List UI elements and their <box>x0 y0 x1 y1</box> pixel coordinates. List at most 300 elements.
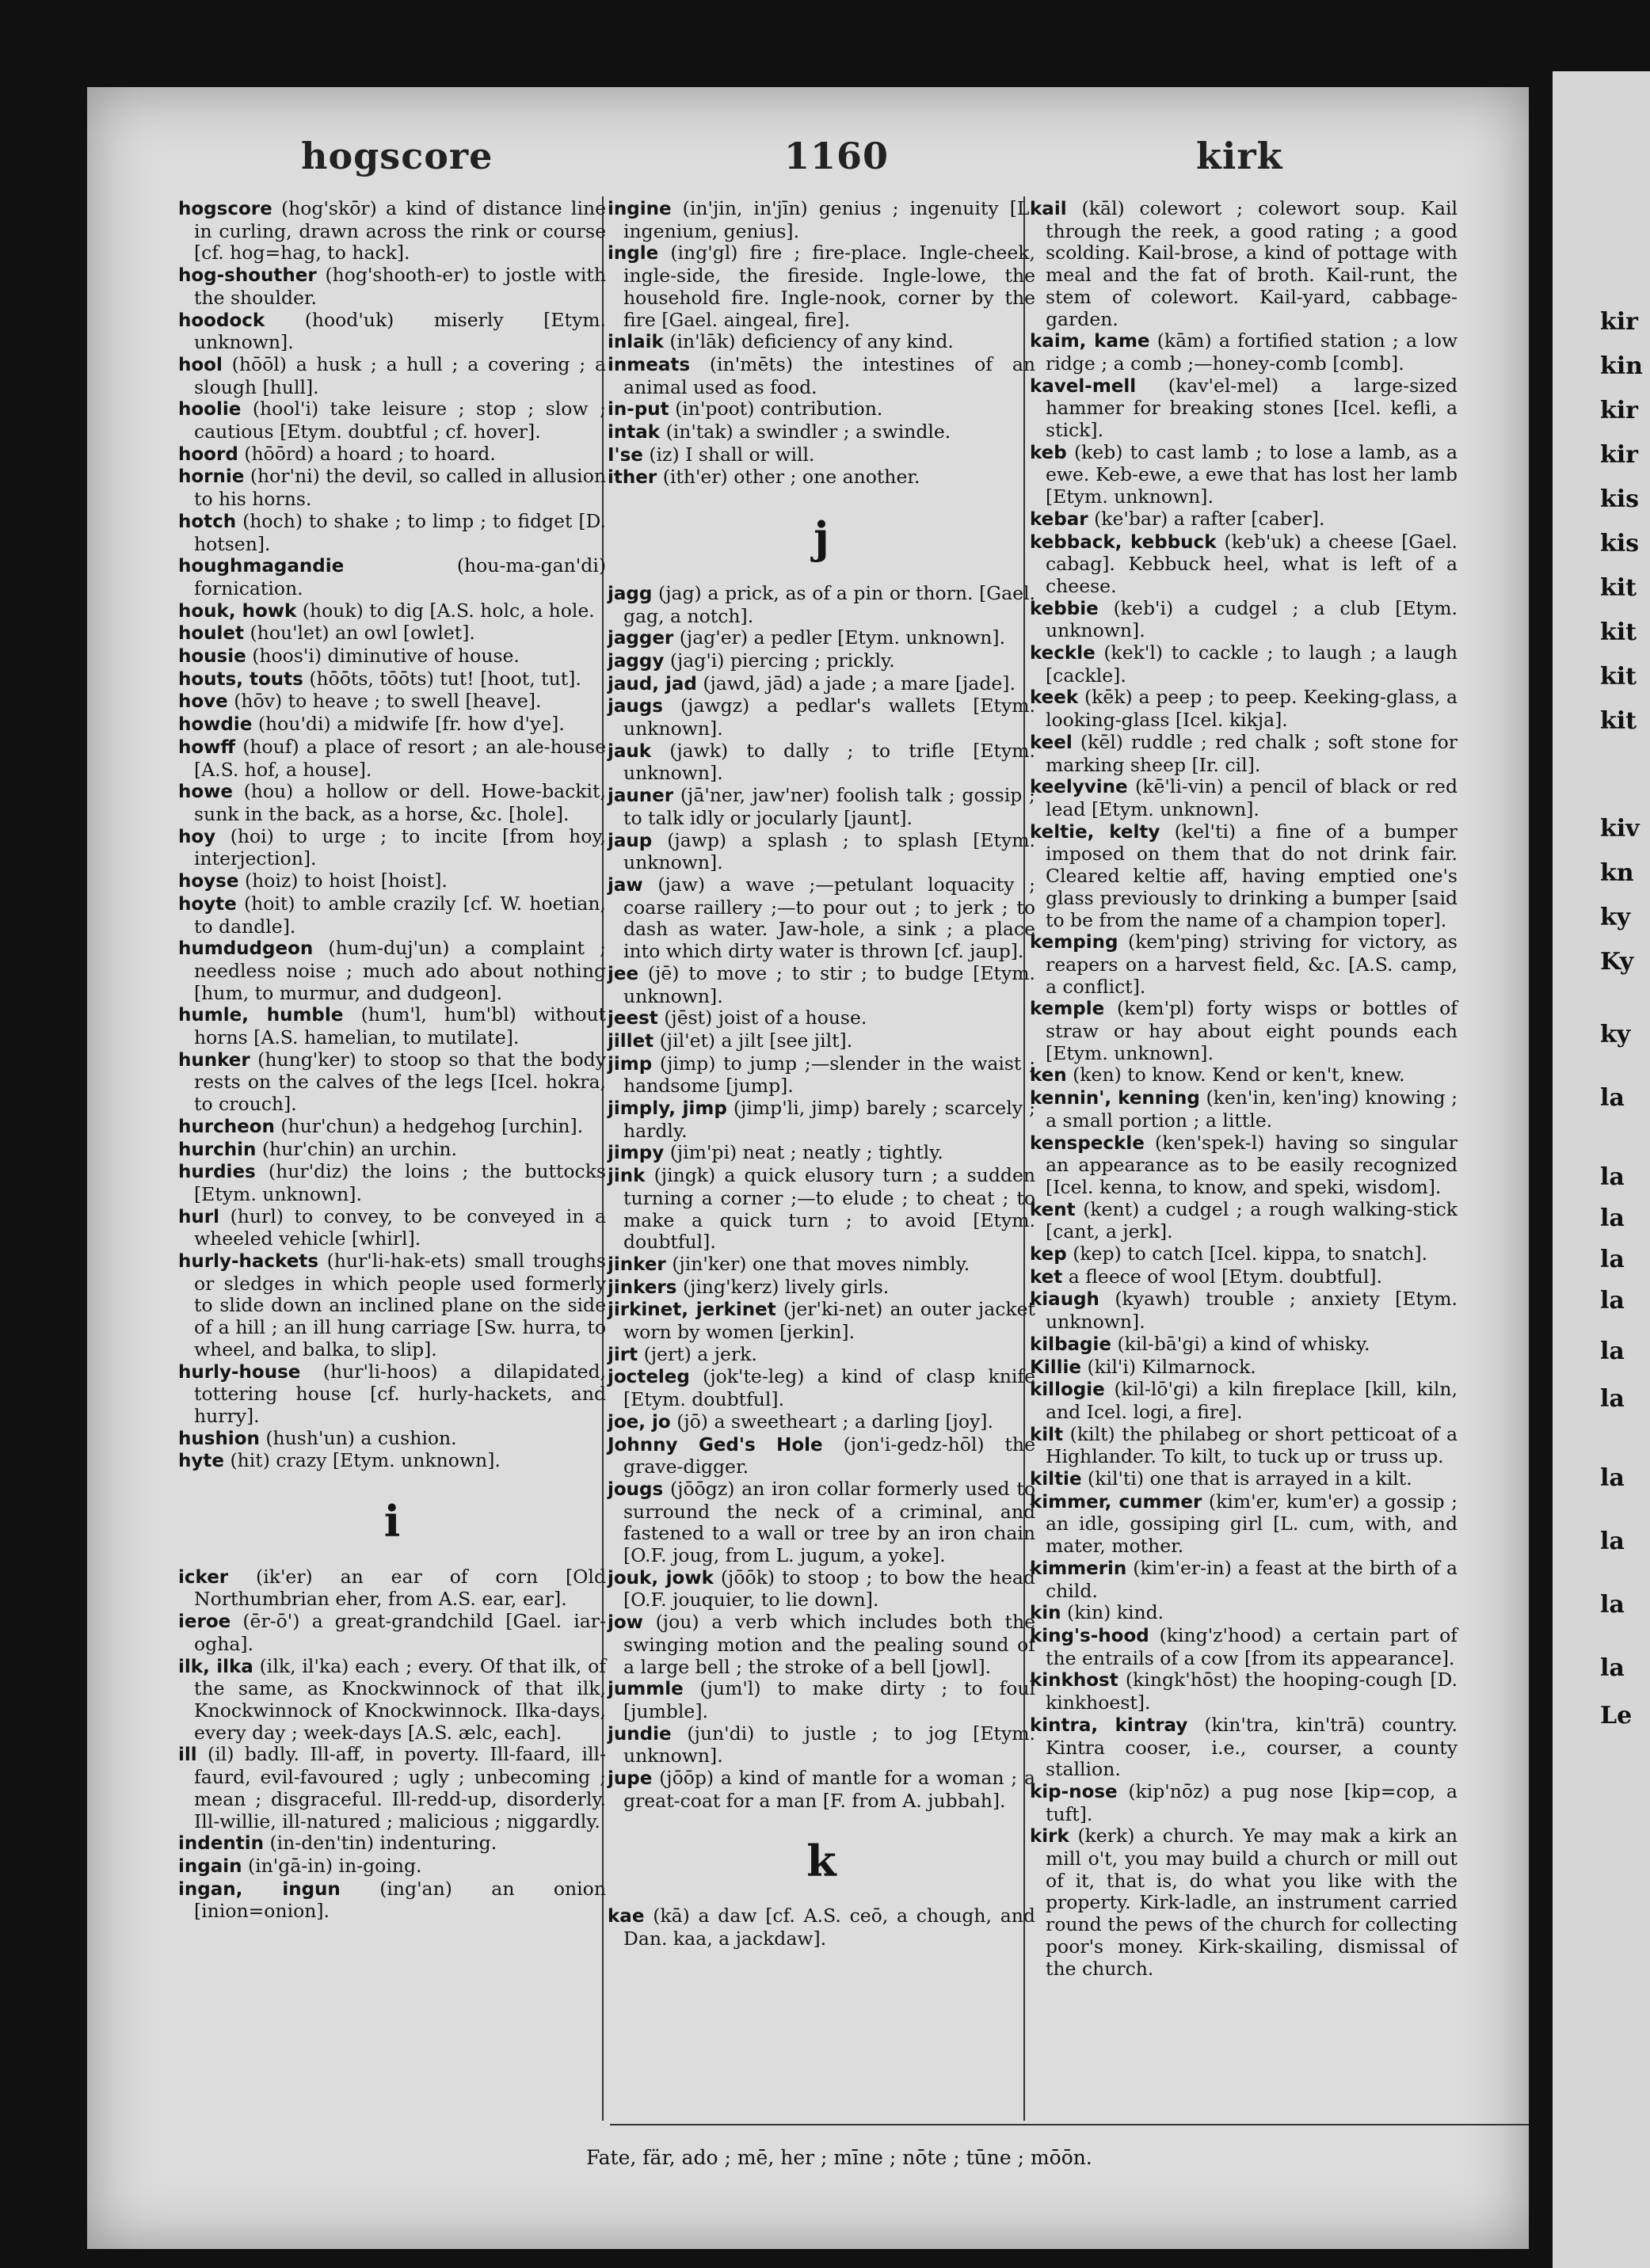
headword: kintra, kintray <box>1030 1714 1188 1736</box>
headword: indentin <box>178 1833 264 1855</box>
definition: (hur'chun) a hedgehog [urchin]. <box>280 1114 584 1137</box>
definition: (il) badly. Ill-aff, in poverty. Ill-faard, ill-faurd, evil-favoured ; ugly ; unbecoming ; mean ; disgraceful. Ill-redd-up, disorderly. Ill-willie, ill-natured ; malicious ; niggardly. <box>194 1743 606 1832</box>
headword: keltie, kelty <box>1030 821 1160 843</box>
headword: inmeats <box>608 354 691 375</box>
dictionary-entry <box>608 1678 1035 1722</box>
definition: (jē) to move ; to stir ; to budge [Etym. unknown]. <box>623 961 1035 1007</box>
headword: hoolie <box>178 399 242 420</box>
dictionary-entry <box>1030 508 1458 531</box>
dictionary-entry <box>608 874 1035 963</box>
adjacent-page-fragment: kit <box>1600 574 1637 602</box>
headword: humle, humble <box>178 1005 344 1026</box>
headword: Johnny Ged's Hole <box>608 1434 823 1456</box>
dictionary-entry <box>608 830 1035 874</box>
headword: joe, jo <box>608 1411 671 1433</box>
dictionary-entry <box>178 1139 606 1162</box>
headword: jaup <box>608 830 653 851</box>
dictionary-entry <box>178 1428 606 1451</box>
column-2 <box>608 198 1035 1950</box>
definition: (kāl) colewort ; colewort soup. Kail through the reek, a good rating ; a good scolding. Kail-brose, a kind of pottage with meal and the fat of broth. Kail-runt, the stem of colewort. Kail-yard, cabbage-garden. <box>1046 197 1458 330</box>
dictionary-entry <box>178 668 606 691</box>
dictionary-entry <box>178 398 606 443</box>
headword: ill <box>178 1745 197 1766</box>
definition: (hog'shooth-er) to jostle with the shoulder. <box>194 264 606 309</box>
definition: (ken) to know. Kend or ken't, knew. <box>1073 1064 1405 1086</box>
dictionary-entry <box>178 645 606 668</box>
headword: ingle <box>608 243 659 264</box>
dictionary-entry <box>1030 1064 1458 1087</box>
dictionary-entry <box>178 1004 606 1048</box>
dictionary-entry <box>178 870 606 893</box>
definition: (kil-bā'gi) a kind of whisky. <box>1117 1332 1370 1355</box>
definition: (kep) to catch [Icel. kippa, to snatch]. <box>1073 1242 1428 1265</box>
definition: (jawd, jād) a jade ; a mare [jade]. <box>703 672 1016 694</box>
dictionary-entry <box>608 695 1035 740</box>
definition: (jōōp) a kind of mantle for a woman ; a great-coat for a man [F. from A. jubbah]. <box>623 1767 1035 1812</box>
definition: (kin) kind. <box>1067 1601 1164 1624</box>
dictionary-entry <box>1030 1491 1458 1558</box>
dictionary-entry <box>608 331 1035 354</box>
definition: (jawp) a splash ; to splash [Etym. unknown]. <box>623 828 1035 874</box>
headword: jummle <box>608 1679 684 1700</box>
headword: jirkinet, jerkinet <box>608 1300 776 1321</box>
adjacent-page-fragment: kn <box>1600 859 1634 887</box>
dictionary-entry <box>608 627 1035 650</box>
dictionary-entry <box>178 1855 606 1878</box>
adjacent-page-fragment: la <box>1600 1287 1625 1315</box>
definition: (kil'ti) one that is arrayed in a kilt. <box>1088 1467 1412 1490</box>
headword: jaggy <box>608 650 665 672</box>
definition: (keb) to cast lamb ; to lose a lamb, as a ewe. Keb-ewe, a ewe that has lost her lamb [Etym. unknown]. <box>1046 440 1458 508</box>
dictionary-entry <box>178 1450 606 1473</box>
headword: kiaugh <box>1030 1289 1099 1311</box>
headword: kemping <box>1030 932 1118 953</box>
dictionary-entry <box>1030 198 1458 330</box>
dictionary-entry <box>178 938 606 1004</box>
definition: (jing'kerz) lively girls. <box>682 1275 890 1298</box>
headword: jaugs <box>608 696 663 717</box>
dictionary-entry <box>608 354 1035 398</box>
headword: kilt <box>1030 1424 1064 1445</box>
dictionary-entry <box>1030 1558 1458 1602</box>
dictionary-entry <box>178 714 606 736</box>
definition: (hum-duj'un) a complaint ; needless noise ; much ado about nothing [hum, to murmur, and dudgeon]. <box>194 937 606 1004</box>
headword: jinker <box>608 1254 666 1275</box>
definition: (kek'l) to cackle ; to laugh ; a laugh [cackle]. <box>1046 641 1458 687</box>
definition: a fleece of wool [Etym. doubtful]. <box>1068 1265 1383 1288</box>
definition: (ik'er) an ear of corn [Old Northumbrian eher, from A.S. ear, ear]. <box>194 1565 606 1611</box>
headword: jocteleg <box>608 1367 690 1388</box>
headword: in-put <box>608 399 669 420</box>
headword: jouk, jowk <box>608 1567 714 1589</box>
headword: kimmerin <box>1030 1558 1127 1579</box>
running-head-right: kirk <box>1196 135 1283 177</box>
definition: (kim'er-in) a feast at the birth of a child. <box>1046 1556 1458 1602</box>
pronunciation-key: Fate, fär, ado ; mē, her ; mīne ; nōte ; tūne ; mōōn. <box>586 2146 1092 2169</box>
definition: (kēk) a peep ; to peep. Keeking-glass, a looking-glass [Icel. kikja]. <box>1046 686 1458 732</box>
dictionary-entry <box>178 198 606 264</box>
definition: (hush'un) a cushion. <box>265 1426 457 1449</box>
definition: (jok'te-leg) a kind of clasp knife [Etym. doubtful]. <box>623 1365 1035 1411</box>
headword: jaud, jad <box>608 673 697 694</box>
dictionary-entry <box>1030 1781 1458 1825</box>
dictionary-entry <box>178 354 606 398</box>
headword: howdie <box>178 714 253 736</box>
definition: (in'lāk) deficiency of any kind. <box>669 330 954 353</box>
headword: hoyse <box>178 871 239 892</box>
definition: (houf) a place of resort ; an ale-house [A.S. hof, a house]. <box>194 735 606 781</box>
headword: hushion <box>178 1428 260 1449</box>
dictionary-entry <box>608 650 1035 673</box>
headword: keelyvine <box>1030 777 1128 798</box>
dictionary-entry <box>608 1142 1035 1165</box>
definition: (kē'li-vin) a pencil of black or red lead [Etym. unknown]. <box>1046 775 1458 820</box>
definition: (kēl) ruddle ; red chalk ; soft stone for marking sheep [Ir. cil]. <box>1046 730 1458 776</box>
dictionary-entry <box>608 421 1035 444</box>
dictionary-entry <box>1030 1714 1458 1781</box>
headword: hurchin <box>178 1139 257 1160</box>
dictionary-entry <box>1030 1625 1458 1669</box>
adjacent-page-fragment: kis <box>1600 530 1640 557</box>
headword: howff <box>178 736 236 758</box>
definition: (in'jin, in'jīn) genius ; ingenuity [L. ingenium, genius]. <box>623 197 1035 242</box>
definition: (jingk) a quick elusory turn ; a sudden turning a corner ;—to elude ; to cheat ; to make a quick turn ; to avoid [Etym. doubtful]. <box>623 1164 1035 1254</box>
definition: (hōv) to heave ; to swell [heave]. <box>234 690 542 713</box>
definition: (jā'ner, jaw'ner) foolish talk ; gossip ; to talk idly or jocularly [jaunt]. <box>623 784 1035 829</box>
headword: hoord <box>178 443 238 465</box>
book-page <box>87 87 1529 2249</box>
headword: kimmer, cummer <box>1030 1491 1202 1513</box>
definition: (hoch) to shake ; to limp ; to fidget [D. hotsen]. <box>194 509 606 555</box>
dictionary-entry <box>178 1250 606 1361</box>
dictionary-entry <box>178 600 606 623</box>
dictionary-entry <box>178 1566 606 1611</box>
definition: (in'poot) contribution. <box>675 398 883 420</box>
definition: (jawk) to dally ; to trifle [Etym. unknown]. <box>623 739 1035 785</box>
headword: kep <box>1030 1244 1067 1265</box>
dictionary-entry <box>1030 687 1458 731</box>
definition: (ken'in, ken'ing) knowing ; a small portion ; a little. <box>1046 1086 1458 1132</box>
headword: Killie <box>1030 1357 1081 1378</box>
headword: jagg <box>608 583 653 604</box>
dictionary-entry <box>608 242 1035 331</box>
dictionary-entry <box>1030 442 1458 508</box>
dictionary-entry <box>178 1878 606 1923</box>
headword: hunker <box>178 1049 250 1071</box>
definition: (jēst) joist of a house. <box>664 1007 867 1029</box>
definition: (ith'er) other ; one another. <box>662 466 920 489</box>
definition: (hit) crazy [Etym. unknown]. <box>230 1449 501 1472</box>
headword: keckle <box>1030 643 1096 664</box>
definition: (hum'l, hum'bl) without horns [A.S. hamelian, to mutilate]. <box>194 1003 606 1049</box>
dictionary-entry <box>608 1768 1035 1812</box>
definition: (hog'skōr) a kind of distance line in curling, drawn across the rink or course [cf. hog=hag, to hack]. <box>194 197 606 264</box>
definition: (jō) a sweetheart ; a darling [joy]. <box>676 1410 993 1433</box>
headword: houts, touts <box>178 668 303 690</box>
headword: ieroe <box>178 1612 231 1633</box>
dictionary-entry <box>608 198 1035 242</box>
headword: hornie <box>178 466 245 488</box>
section-letter: j <box>814 512 829 564</box>
adjacent-page-edge <box>1553 71 1650 2268</box>
dictionary-entry <box>178 466 606 510</box>
dictionary-entry <box>608 398 1035 421</box>
definition: (iz) I shall or will. <box>649 443 815 466</box>
dictionary-entry <box>178 511 606 555</box>
dictionary-entry <box>608 1007 1035 1030</box>
definition: (kil-lō'gi) a kiln fireplace [kill, kiln, and Icel. logi, a fire]. <box>1046 1378 1458 1423</box>
definition: (kip'nōz) a pug nose [kip=cop, a tuft]. <box>1046 1779 1458 1825</box>
adjacent-page-fragment: kit <box>1600 707 1637 735</box>
dictionary-entry <box>178 736 606 781</box>
definition: (hōōts, tōōts) tut! [hoot, tut]. <box>309 667 581 690</box>
headword: jink <box>608 1166 646 1187</box>
dictionary-entry <box>1030 1132 1458 1199</box>
dictionary-entry <box>608 1411 1035 1434</box>
definition: (jun'di) to justle ; to jog [Etym. unknown]. <box>623 1722 1035 1768</box>
dictionary-entry <box>178 310 606 354</box>
definition: (in'tak) a swindler ; a swindle. <box>665 420 951 443</box>
definition: (king'z'hood) a certain part of the entrails of a cow [from its appearance]. <box>1046 1624 1458 1669</box>
dictionary-entry <box>178 781 606 825</box>
dictionary-entry <box>608 1905 1035 1950</box>
headword: howe <box>178 782 234 803</box>
dictionary-entry <box>608 1030 1035 1053</box>
dictionary-entry <box>178 1206 606 1250</box>
definition: (kā) a daw [cf. A.S. ceō, a chough, and Dan. kaa, a jackdaw]. <box>623 1905 1035 1950</box>
definition: (kent) a cudgel ; a rough walking-stick [cant, a jerk]. <box>1046 1197 1458 1243</box>
definition: (hurl) to convey, to be conveyed in a wheeled vehicle [whirl]. <box>194 1204 606 1250</box>
headword: jougs <box>608 1478 664 1500</box>
adjacent-page-fragment: kir <box>1600 397 1638 424</box>
definition: (kyawh) trouble ; anxiety [Etym. unknown]. <box>1046 1288 1458 1334</box>
dictionary-entry <box>1030 375 1458 442</box>
adjacent-page-fragment: la <box>1600 1084 1625 1112</box>
headword: jinkers <box>608 1277 677 1298</box>
dictionary-entry <box>608 1612 1035 1678</box>
section-letter: i <box>383 1496 401 1547</box>
adjacent-page-fragment: ky <box>1600 1021 1631 1048</box>
dictionary-entry <box>608 1098 1035 1142</box>
definition: (ēr-ō') a great-grandchild [Gael. iar-ogha]. <box>194 1610 606 1655</box>
definition: (jag) a prick, as of a pin or thorn. [Gael. gag, a notch]. <box>623 581 1035 627</box>
headword: jeest <box>608 1008 658 1029</box>
dictionary-entry <box>178 1361 606 1428</box>
dictionary-entry <box>608 444 1035 467</box>
dictionary-entry <box>608 1165 1035 1254</box>
definition: (hoiz) to hoist [hoist]. <box>244 870 448 892</box>
definition: (kingk'hōst) the hooping-cough [D. kinkhoest]. <box>1046 1669 1458 1714</box>
definition: (kerk) a church. Ye may mak a kirk an mill o't, you may build a church or mill out of it, that is, do what you like with the property. Kirk-ladle, an instrument carried round the pews of the church for collecting poor's money. Kirk-skailing, dismissal of the church. <box>1046 1825 1458 1980</box>
headword: keb <box>1030 442 1067 463</box>
definition: (jag'i) piercing ; prickly. <box>669 649 895 672</box>
definition: (hung'ker) to stoop so that the body rests on the calves of the legs [Icel. hokra, to crouch]. <box>194 1048 606 1116</box>
definition: (jōōgz) an iron collar formerly used to surround the neck of a criminal, and fastened to a wall or tree by an iron chain [O.F. joug, from L. jugum, a yoke]. <box>623 1477 1035 1567</box>
dictionary-entry <box>608 466 1035 489</box>
dictionary-entry <box>1030 998 1458 1064</box>
adjacent-page-fragment: Ky <box>1600 948 1634 976</box>
headword: intak <box>608 422 661 443</box>
definition: (jert) a jerk. <box>643 1342 757 1365</box>
headword: hoodock <box>178 310 265 331</box>
headword: hurly-hackets <box>178 1251 319 1273</box>
definition: (jum'l) to make dirty ; to foul [jumble]. <box>623 1677 1035 1722</box>
adjacent-page-fragment: la <box>1600 1654 1625 1682</box>
headword: housie <box>178 646 246 668</box>
headword: inlaik <box>608 332 664 353</box>
dictionary-entry <box>608 963 1035 1007</box>
headword: kebbie <box>1030 598 1099 619</box>
adjacent-page-fragment: la <box>1600 1464 1625 1492</box>
headword: kenspeckle <box>1030 1132 1145 1154</box>
headword: kail <box>1030 199 1067 219</box>
headword: jee <box>608 963 639 984</box>
definition: (kem'ping) striving for victory, as reapers on a harvest field, &c. [A.S. camp, a conflict]. <box>1046 930 1458 998</box>
headword: ingine <box>608 199 672 219</box>
headword: jauk <box>608 740 652 762</box>
dictionary-entry <box>608 1277 1035 1300</box>
definition: (hool'i) take leisure ; stop ; slow ; cautious [Etym. doubtful ; cf. hover]. <box>194 398 606 443</box>
dictionary-entry <box>608 1478 1035 1567</box>
adjacent-page-fragment: kis <box>1600 485 1640 513</box>
dictionary-entry <box>1030 1669 1458 1714</box>
definition: (keb'i) a cudgel ; a club [Etym. unknown]. <box>1046 596 1458 642</box>
dictionary-entry <box>1030 776 1458 820</box>
definition: (keb'uk) a cheese [Gael. cabag]. Kebbuck heel, what is left of a cheese. <box>1046 530 1458 597</box>
headword: hurdies <box>178 1162 256 1183</box>
dictionary-entry <box>1030 732 1458 776</box>
headword: humdudgeon <box>178 938 314 960</box>
definition: (ke'bar) a rafter [caber]. <box>1094 507 1325 530</box>
dictionary-entry <box>178 691 606 714</box>
dictionary-entry <box>608 1254 1035 1277</box>
adjacent-page-fragment: la <box>1600 1338 1625 1365</box>
headword: houlet <box>178 623 245 645</box>
headword: kirk <box>1030 1826 1069 1848</box>
headword: kemple <box>1030 999 1105 1020</box>
dictionary-entry <box>178 622 606 645</box>
adjacent-page-fragment: la <box>1600 1528 1625 1555</box>
dictionary-entry <box>608 1053 1035 1098</box>
dictionary-entry <box>178 1656 606 1745</box>
definition: (houk) to dig [A.S. holc, a hole. <box>302 599 595 622</box>
dictionary-entry <box>178 893 606 938</box>
definition: (ilk, il'ka) each ; every. Of that ilk, of the same, as Knockwinnock of that ilk, Knockwinnock of Knockwinnock. Ilka-days, every day ; week-days [A.S. ælc, each]. <box>194 1654 606 1744</box>
headword: jauner <box>608 786 674 807</box>
running-head-left: hogscore <box>301 135 493 177</box>
headword: kavel-mell <box>1030 375 1137 397</box>
definition: (jin'ker) one that moves nimbly. <box>672 1252 970 1275</box>
column-1 <box>178 198 606 1923</box>
headword: hoyte <box>178 893 237 915</box>
headword: jimply, jimp <box>608 1098 727 1120</box>
adjacent-page-fragment: la <box>1600 1385 1625 1413</box>
dictionary-entry <box>1030 1424 1458 1468</box>
adjacent-page-fragment: kin <box>1600 352 1643 380</box>
definition: (hoit) to amble crazily [cf. W. hoetian, to dandle]. <box>194 892 606 938</box>
dictionary-entry <box>1030 1468 1458 1491</box>
dictionary-entry <box>608 583 1035 627</box>
dictionary-entry <box>1030 642 1458 687</box>
headword: kip-nose <box>1030 1781 1118 1802</box>
headword: houghmagandie <box>178 556 345 577</box>
headword: jirt <box>608 1344 638 1365</box>
definition: (hor'ni) the devil, so called in allusion to his horns. <box>194 465 606 511</box>
headword: jaw <box>608 874 643 896</box>
section-letter: k <box>806 1835 836 1886</box>
headword: hurl <box>178 1206 219 1227</box>
definition: (hur'li-hak-ets) small troughs or sledges in which people used formerly to slide down an inclined plane on the side of a hill ; an ill hung carriage [Sw. hurra, to wheel, and balka, to slip]. <box>194 1250 606 1360</box>
bottom-rule <box>610 2124 1529 2125</box>
dictionary-entry <box>1030 598 1458 642</box>
headword: hurly-house <box>178 1361 301 1383</box>
definition: (hou-ma-gan'di) fornication. <box>194 554 606 599</box>
dictionary-entry <box>178 826 606 870</box>
dictionary-entry <box>608 673 1035 696</box>
dictionary-entry <box>1030 821 1458 932</box>
headword: kiltie <box>1030 1469 1082 1490</box>
dictionary-entry <box>608 1567 1035 1612</box>
headword: ingan, ingun <box>178 1878 341 1900</box>
headword: houk, howk <box>178 600 297 622</box>
dictionary-entry <box>1030 1288 1458 1333</box>
headword: jupe <box>608 1768 653 1790</box>
definition: (ken'spek-l) having so singular an appearance as to be easily recognized [Icel. kenna, to know, and speki, wisdom]. <box>1046 1131 1458 1198</box>
headword: ingain <box>178 1855 242 1877</box>
definition: (hou'let) an owl [owlet]. <box>250 622 475 645</box>
headword: king's-hood <box>1030 1626 1149 1646</box>
headword: jagger <box>608 628 674 649</box>
definition: (hou'di) a midwife [fr. how d'ye]. <box>257 713 565 736</box>
definition: (jim'pi) neat ; neatly ; tightly. <box>669 1141 943 1164</box>
dictionary-entry <box>608 1723 1035 1768</box>
definition: (jōōk) to stoop ; to bow the head [O.F. jouquier, to lie down]. <box>623 1566 1035 1612</box>
definition: (hur'chin) an urchin. <box>261 1137 457 1160</box>
definition: (kem'pl) forty wisps or bottles of straw or hay about eight pounds each [Etym. unknown]. <box>1046 997 1458 1064</box>
headword: jimp <box>608 1053 653 1075</box>
dictionary-entry <box>178 264 606 309</box>
headword: kent <box>1030 1199 1076 1220</box>
definition: (ing'an) an onion [inion=onion]. <box>194 1877 606 1923</box>
definition: (jaw) a wave ;—petulant loquacity ; coarse raillery ;—to pour out ; to jerk ; to dash as water. Jaw-hole, a sink ; a place into which dirty water is thrown [cf. jaup]. <box>623 873 1035 963</box>
adjacent-page-fragment: la <box>1600 1246 1625 1273</box>
dictionary-entry <box>608 1299 1035 1343</box>
definition: (jimp) to jump ;—slender in the waist ; handsome [jump]. <box>623 1052 1035 1098</box>
headword: ket <box>1030 1266 1063 1288</box>
definition: (jon'i-gedz-hōl) the grave-digger. <box>623 1433 1035 1478</box>
adjacent-page-fragment: kir <box>1600 441 1638 469</box>
headword: keek <box>1030 687 1079 709</box>
headword: kaim, kame <box>1030 331 1150 352</box>
definition: (kil'i) Kilmarnock. <box>1087 1355 1256 1378</box>
headword: jimpy <box>608 1143 665 1164</box>
adjacent-page-fragment: la <box>1600 1591 1625 1619</box>
dictionary-entry <box>1030 330 1458 375</box>
headword: kae <box>608 1906 645 1927</box>
dictionary-entry <box>178 1049 606 1116</box>
dictionary-entry <box>1030 1087 1458 1132</box>
dictionary-entry <box>608 1434 1035 1478</box>
headword: keel <box>1030 732 1073 753</box>
headword: jundie <box>608 1723 672 1745</box>
definition: (hood'uk) miserly [Etym. unknown]. <box>194 308 606 354</box>
headword: hurcheon <box>178 1116 275 1137</box>
headword: kennin', kenning <box>1030 1088 1200 1109</box>
headword: icker <box>178 1566 229 1588</box>
headword: kin <box>1030 1603 1061 1624</box>
headword: hove <box>178 691 228 713</box>
definition: (jag'er) a pedler [Etym. unknown]. <box>679 626 1006 649</box>
